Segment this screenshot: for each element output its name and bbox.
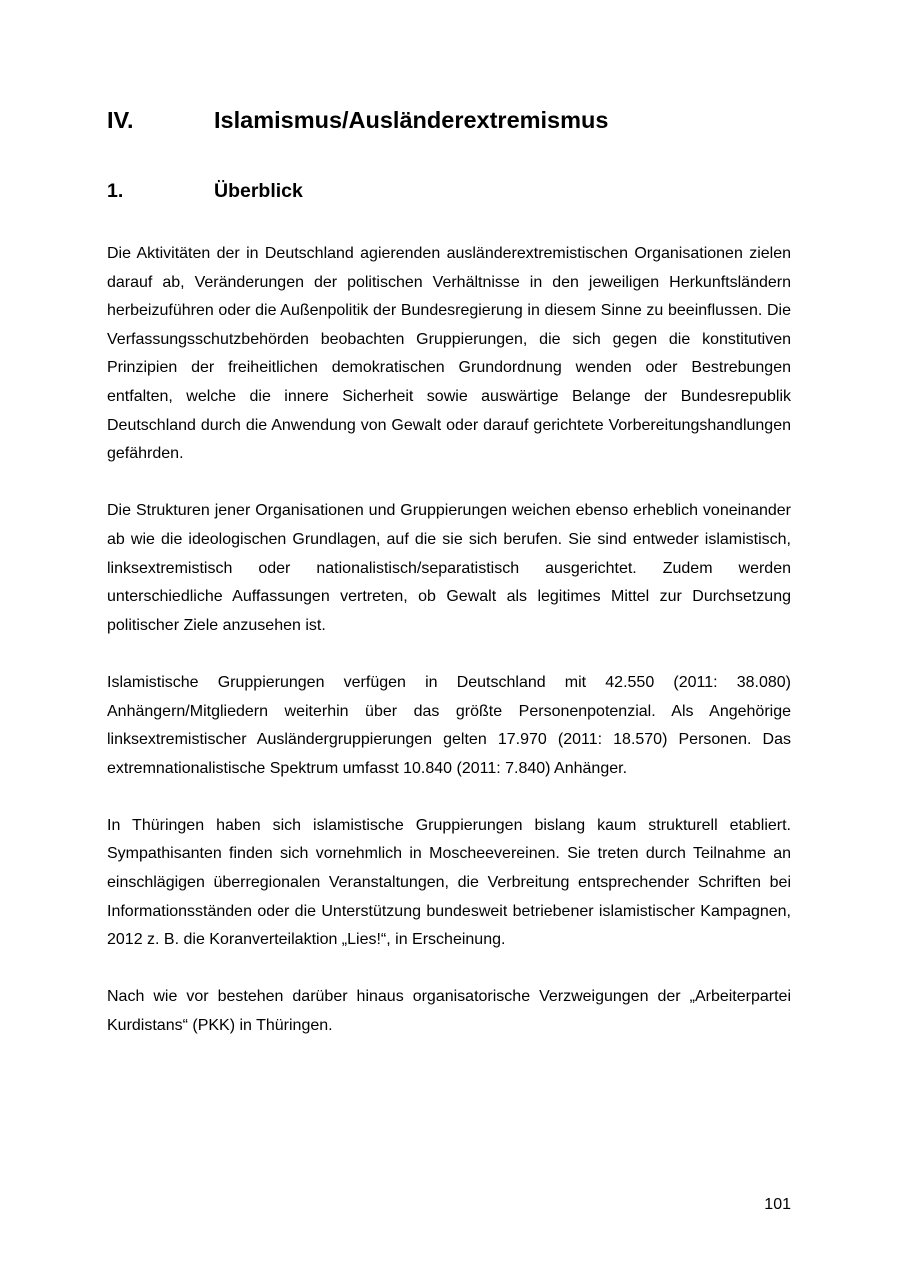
body-text xyxy=(107,240,791,1041)
chapter-title: Islamismus/Ausländerextremismus xyxy=(214,107,609,133)
section-heading xyxy=(107,182,303,202)
section-title: Überblick xyxy=(214,180,303,202)
paragraph-1: Die Aktivitäten der in Deutschland agierenden ausländerextremistischen Organisationen zielen darauf ab, Veränderungen der politischen Verhältnisse in den jeweiligen Herkunftsländern herbeizuführen oder die Außenpolitik der Bundesregierung in diesem Sinne zu beeinflussen. Die Verfassungsschutzbehörden beobachten Gruppierungen, die sich gegen die konstitutiven Prinzipien der freiheitlichen demokratischen Grundordnung wenden oder Bestrebungen entfalten, welche die innere Sicherheit sowie auswärtige Belange der Bundesrepublik Deutschland durch die Anwendung von Gewalt oder darauf gerichtete Vorbereitungshandlungen gefährden. xyxy=(107,245,791,463)
paragraph-2: Die Strukturen jener Organisationen und Gruppierungen weichen ebenso erheblich voneinander ab wie die ideologischen Grundlagen, auf die sie sich berufen. Sie sind entweder islamistisch, linksextremistisch oder nationalistisch/separatistisch ausgerichtet. Zudem werden unterschiedliche Auffassungen vertreten, ob Gewalt als legitimes Mittel zur Durchsetzung politischer Ziele anzusehen ist. xyxy=(107,502,791,634)
paragraph-3: Islamistische Gruppierungen verfügen in Deutschland mit 42.550 (2011: 38.080) Anhängern/Mitgliedern weiterhin über das größte Personenpotenzial. Als Angehörige linksextremistischer Ausländergruppierungen gelten 17.970 (2011: 18.570) Personen. Das extremnationalistische Spektrum umfasst 10.840 (2011: 7.840) Anhänger. xyxy=(107,673,791,777)
chapter-number: IV. xyxy=(107,107,134,133)
paragraph-4: In Thüringen haben sich islamistische Gruppierungen bislang kaum strukturell etabliert. Sympathisanten finden sich vornehmlich in Moscheevereinen. Sie treten durch Teilnahme an einschlägigen überregionalen Veranstaltungen, die Verbreitung entsprechender Schriften bei Informationsständen oder die Unterstützung bundesweit betriebener islamistischer Kampagnen, 2012 z. B. die Koranverteilaktion „Lies!“, in Erscheinung. xyxy=(107,816,791,949)
paragraph-5: Nach wie vor bestehen darüber hinaus organisatorische Verzweigungen der „Arbeiterpartei Kurdistans“ (PKK) in Thüringen. xyxy=(107,988,791,1035)
section-number: 1. xyxy=(107,180,124,202)
page-number: 101 xyxy=(764,1196,791,1213)
chapter-heading xyxy=(107,109,608,133)
